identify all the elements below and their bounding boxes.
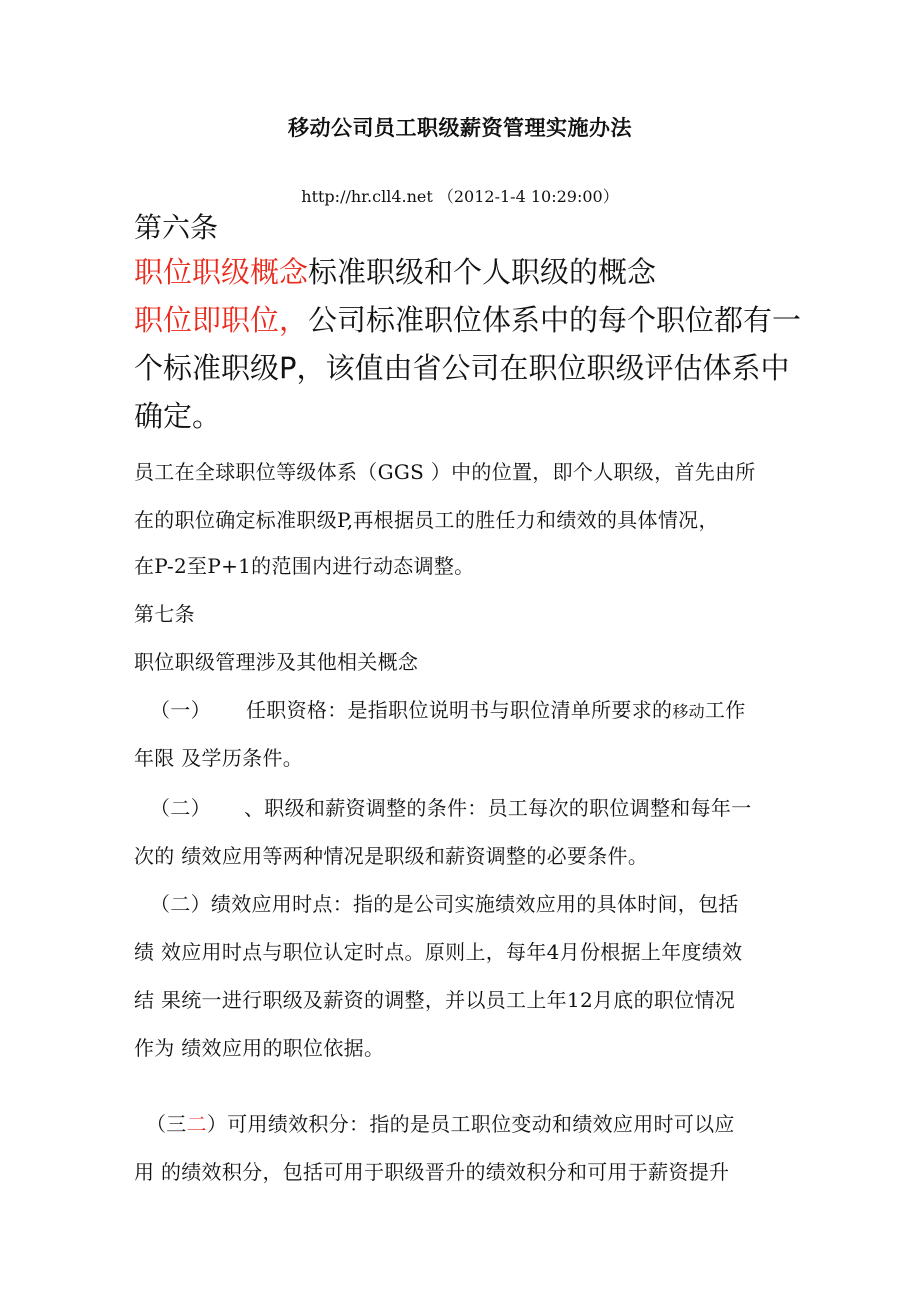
article-6-heading: 第六条 [134,211,219,244]
body-text: 公司标准职位体系中的每个职位都有一 [308,303,802,337]
item-3-line-1: （二）绩效应用时点：指的是公司实施绩效应用的具体时间，包括 [150,892,739,916]
item-1-text [246,694,746,723]
item-4-line-2: 用 的绩效积分，包括可用于职级晋升的绩效积分和可用于薪资提升 [134,1160,730,1184]
body-text: （三 [146,1112,187,1136]
item-4-line-1 [146,1108,735,1137]
small-text: 移动 [672,702,705,721]
article-6-line-1 [134,250,656,294]
article-6-line-4: 确定。 [134,399,222,433]
body-text: ）可用绩效积分：指的是员工职位变动和绩效应用时可以应 [206,1112,735,1136]
item-3-line-3: 结 果统一进行职级及薪资的调整，并以员工上年12月底的职位情况 [134,988,736,1012]
paragraph-line: 在P-2至P+1的范围内进行动态调整。 [134,554,475,578]
article-7-heading: 第七条 [134,602,195,626]
paragraph-line: 员工在全球职位等级体系（GGS ）中的位置，即个人职级，首先由所 [134,460,756,484]
red-highlight-text: 职位职级概念 [134,255,309,289]
item-2-label: （二） [150,796,211,820]
article-6-line-3: 个标准职级P，该值由省公司在职位职级评估体系中 [134,351,790,385]
article-6-line-2 [134,298,801,342]
item-3-line-2: 绩 效应用时点与职位认定时点。原则上，每年4月份根据上年度绩效 [134,940,743,964]
red-highlight-text: 二 [186,1112,207,1136]
item-2-text: 、职级和薪资调整的条件：员工每次的职位调整和每年一 [244,796,752,820]
source-line: http://hr.cll4.net （2012-1-4 10:29:00） [301,187,619,206]
paragraph-line: 在的职位确定标准职级P,再根据员工的胜任力和绩效的具体情况， [134,508,719,532]
body-text: 标准职级和个人职级的概念 [308,255,657,289]
item-2-line-2: 次的 绩效应用等两种情况是职级和薪资调整的必要条件。 [134,844,649,868]
item-1-line-2: 年限 及学历条件。 [134,746,304,770]
article-7-subtitle: 职位职级管理涉及其他相关概念 [134,650,419,674]
body-text: 任职资格：是指职位说明书与职位清单所要求的 [246,698,673,722]
body-text: 工作 [704,698,746,722]
document-title: 移动公司员工职级薪资管理实施办法 [288,116,632,140]
item-3-line-4: 作为 绩效应用的职位依据。 [134,1036,385,1060]
red-highlight-text: 职位即职位， [134,303,309,337]
item-1-label: （一） [150,698,211,722]
